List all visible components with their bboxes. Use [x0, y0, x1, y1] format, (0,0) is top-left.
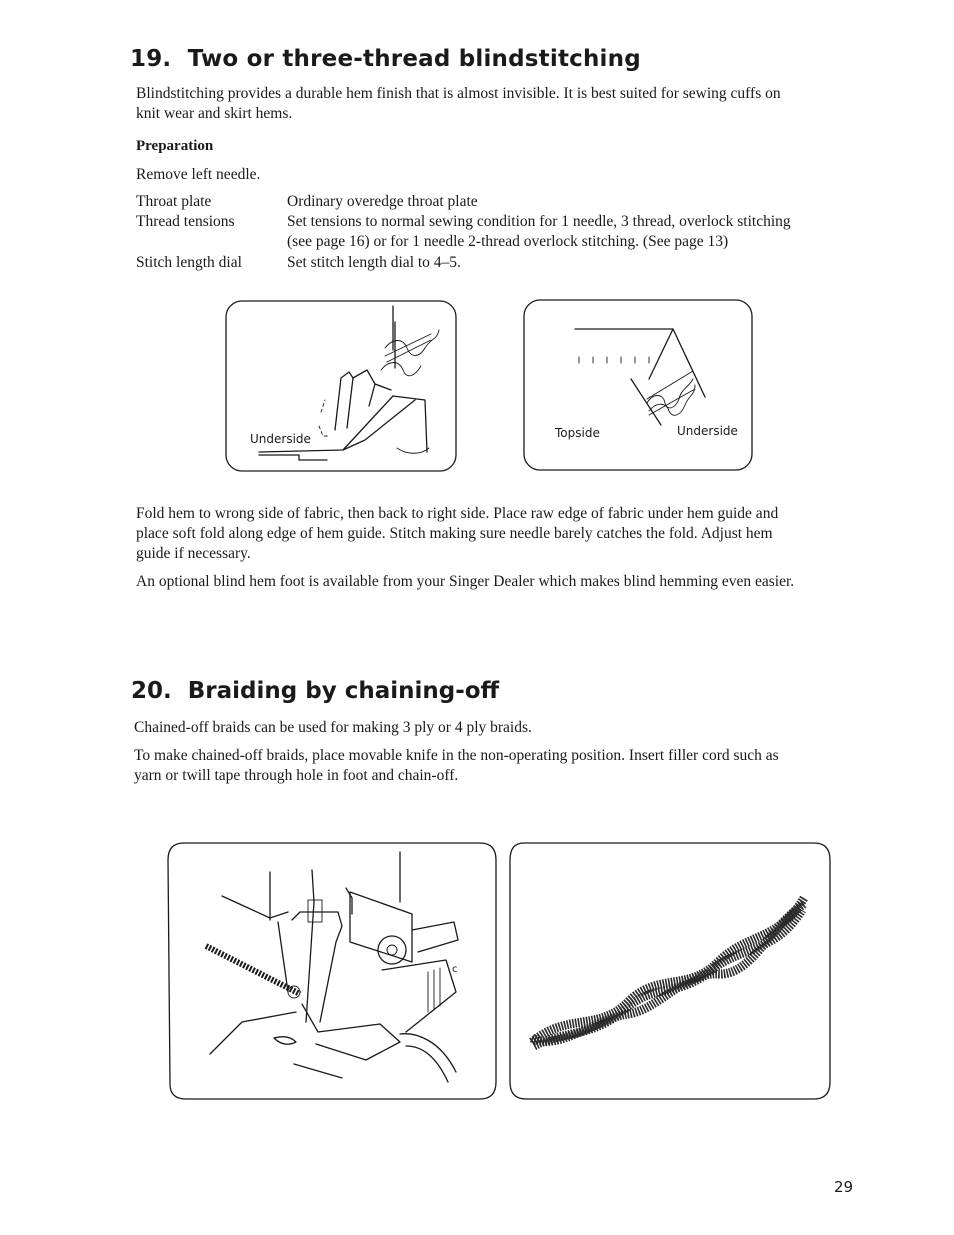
preparation-heading: Preparation — [136, 138, 214, 154]
page-number: 29 — [834, 1178, 854, 1196]
section-20-heading — [131, 678, 499, 704]
setting-label-stitch-length: Stitch length dial — [136, 254, 242, 271]
svg-text:c: c — [452, 964, 458, 975]
setting-label-throat-plate: Throat plate — [136, 193, 212, 210]
section-19-heading — [130, 46, 641, 72]
setting-value-throat-plate: Ordinary overedge throat plate — [287, 193, 478, 210]
section-19-optional-foot: An optional blind hem foot is available from your Singer Dealer which makes blind hemming even easier. — [136, 573, 795, 590]
section-20-instructions: To make chained-off braids, place movable knife in the non-operating position. Insert filler cord such as yarn or twill tape through hole in foot and chain-off. — [134, 747, 779, 784]
section-19-instructions: Fold hem to wrong side of fabric, then back to right side. Place raw edge of fabric under hem guide and place soft fold along edge of hem guide. Stitch making sure needle barely catches the fold. Adjust hem guide if necessary. — [136, 505, 779, 562]
section-19-title: Two or three-thread blindstitching — [187, 46, 641, 72]
setting-value-thread-tensions: Set tensions to normal sewing condition for 1 needle, 3 thread, overlock stitching (see page 16) or for 1 needle 2-thread overlock stitching. (See page 13) — [287, 213, 791, 250]
blindstitch-result-illustration — [523, 299, 753, 471]
section-20-number: 20. — [131, 678, 172, 704]
setting-label-thread-tensions: Thread tensions — [136, 213, 235, 230]
section-20-intro: Chained-off braids can be used for making 3 ply or 4 ply braids. — [134, 719, 532, 736]
underside-label-fig2: Underside — [677, 424, 738, 438]
chaining-off-machine-illustration — [166, 842, 498, 1100]
section-19-number: 19. — [130, 46, 172, 72]
finished-braid-illustration — [508, 842, 832, 1100]
underside-label-fig1: Underside — [250, 432, 311, 446]
section-20-title: Braiding by chaining-off — [187, 678, 500, 704]
section-19-intro: Blindstitching provides a durable hem finish that is almost invisible. It is best suited for sewing cuffs on knit wear and skirt hems. — [136, 85, 781, 122]
topside-label: Topside — [555, 426, 600, 440]
blindstitch-foot-illustration — [225, 300, 457, 472]
setting-value-stitch-length: Set stitch length dial to 4–5. — [287, 254, 461, 271]
remove-needle-text: Remove left needle. — [136, 166, 261, 183]
